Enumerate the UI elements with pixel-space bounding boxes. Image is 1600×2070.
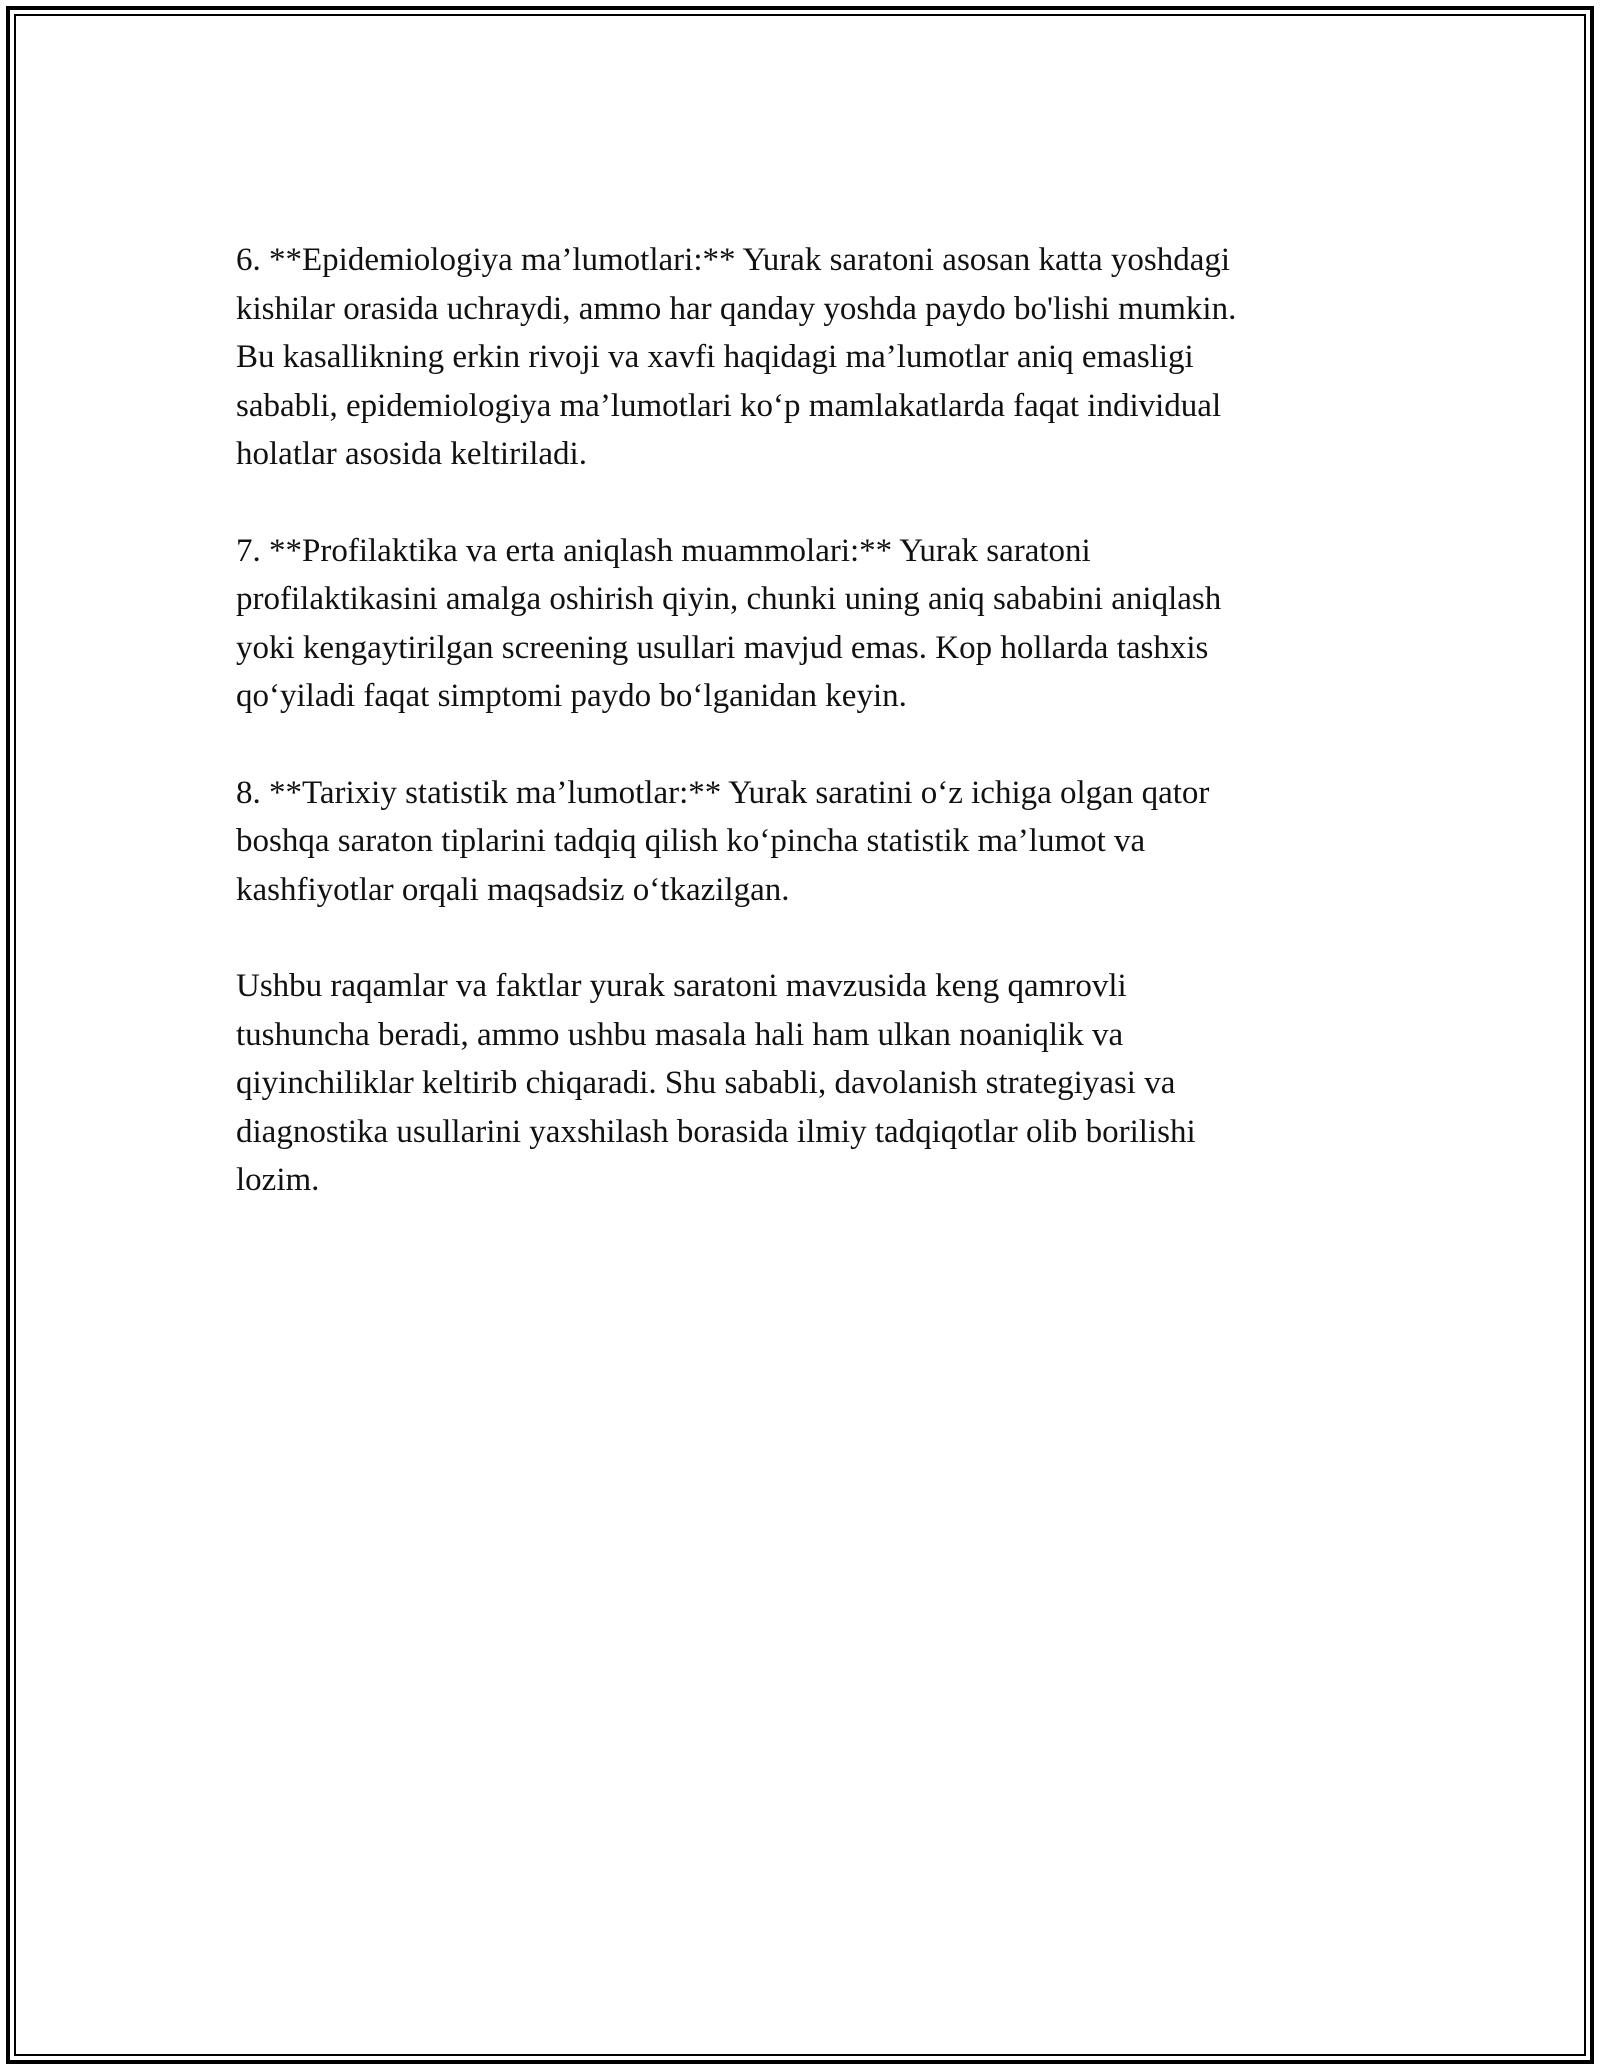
paragraph-conclusion — [236, 962, 1366, 1205]
document-body — [236, 236, 1366, 1253]
text-line: diagnostika usullarini yaxshilash borasida ilmiy tadqiqotlar olib borilishi — [236, 1113, 1196, 1150]
text-line: qo‘yiladi faqat simptomi paydo bo‘lganidan keyin. — [236, 678, 907, 714]
text-line: qiyinchiliklar keltirib chiqaradi. Shu sababli, davolanish strategiyasi va — [236, 1065, 1176, 1101]
text-line: profilaktikasini amalga oshirish qiyin, chunki uning aniq sababini aniqlash — [236, 581, 1222, 617]
text-line: Bu kasallikning erkin rivoji va xavfi haqidagi ma’lumotlar aniq emasligi — [236, 339, 1194, 375]
text-line: 8. **Tarixiy statistik ma’lumotlar:** Yurak saratini o‘z ichiga olgan qator — [236, 774, 1210, 811]
text-line: Ushbu raqamlar va faktlar yurak saratoni mavzusida keng qamrovli — [236, 968, 1127, 1004]
text-line: lozim. — [236, 1162, 320, 1198]
paragraph-prevention — [236, 527, 1366, 721]
text-line: tushuncha beradi, ammo ushbu masala hali ham ulkan noaniqlik va — [236, 1016, 1124, 1053]
text-line: yoki kengaytirilgan screening usullari mavjud emas. Kop hollarda tashxis — [236, 629, 1209, 666]
text-line: holatlar asosida keltiriladi. — [236, 436, 587, 472]
text-line: boshqa saraton tiplarini tadqiq qilish ko‘pincha statistik ma’lumot va — [236, 823, 1146, 859]
paragraph-historical-statistics — [236, 769, 1366, 915]
text-line: kishilar orasida uchraydi, ammo har qanday yoshda paydo bo'lishi mumkin. — [236, 290, 1237, 327]
text-line: 7. **Profilaktika va erta aniqlash muammolari:** Yurak saratoni — [236, 532, 1091, 569]
paragraph-epidemiology — [236, 236, 1366, 479]
text-line: sababli, epidemiologiya ma’lumotlari ko‘p mamlakatlarda faqat individual — [236, 387, 1222, 424]
text-line: kashfiyotlar orqali maqsadsiz o‘tkazilgan. — [236, 871, 790, 908]
text-line: 6. **Epidemiologiya ma’lumotlari:** Yurak saratoni asosan katta yoshdagi — [236, 242, 1231, 278]
